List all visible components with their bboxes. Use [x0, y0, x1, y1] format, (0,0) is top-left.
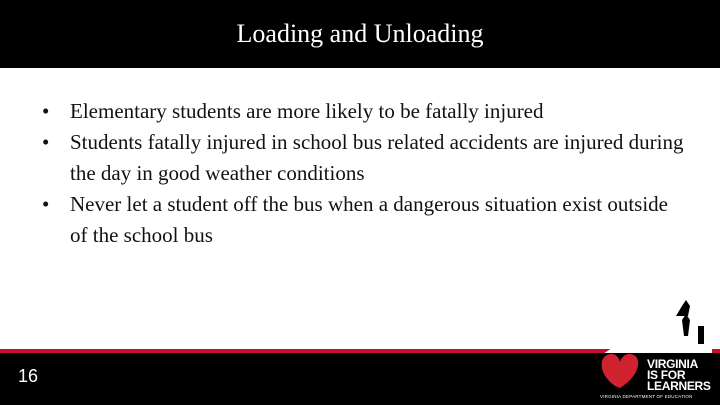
bullet-icon: •	[42, 192, 50, 216]
bullet-item	[40, 127, 690, 189]
slide-number: 16	[18, 366, 39, 386]
bullet-icon: •	[42, 130, 50, 154]
logo-department-text: VIRGINIA DEPARTMENT OF EDUCATION	[600, 394, 693, 399]
logo-line-is-for: IS FOR	[647, 368, 686, 382]
bullet-item	[40, 189, 690, 251]
bullet-icon: •	[42, 99, 50, 123]
bullet-text: Never let a student off the bus when a dangerous situation exist outside of the school bus	[70, 192, 668, 247]
bullet-item	[40, 96, 690, 127]
slide-content	[40, 96, 690, 251]
logo-line-virginia: VIRGINIA	[647, 357, 698, 371]
bullet-text: Elementary students are more likely to be fatally injured	[70, 99, 544, 123]
bullet-list	[40, 96, 690, 251]
slide-title-bar	[0, 0, 720, 68]
virginia-is-for-learners-logo	[590, 296, 716, 405]
logo-line-learners: LEARNERS	[647, 379, 711, 393]
bullet-text: Students fatally injured in school bus related accidents are injured during the day in good weather conditions	[70, 130, 684, 185]
slide-title: Loading and Unloading	[236, 19, 484, 48]
